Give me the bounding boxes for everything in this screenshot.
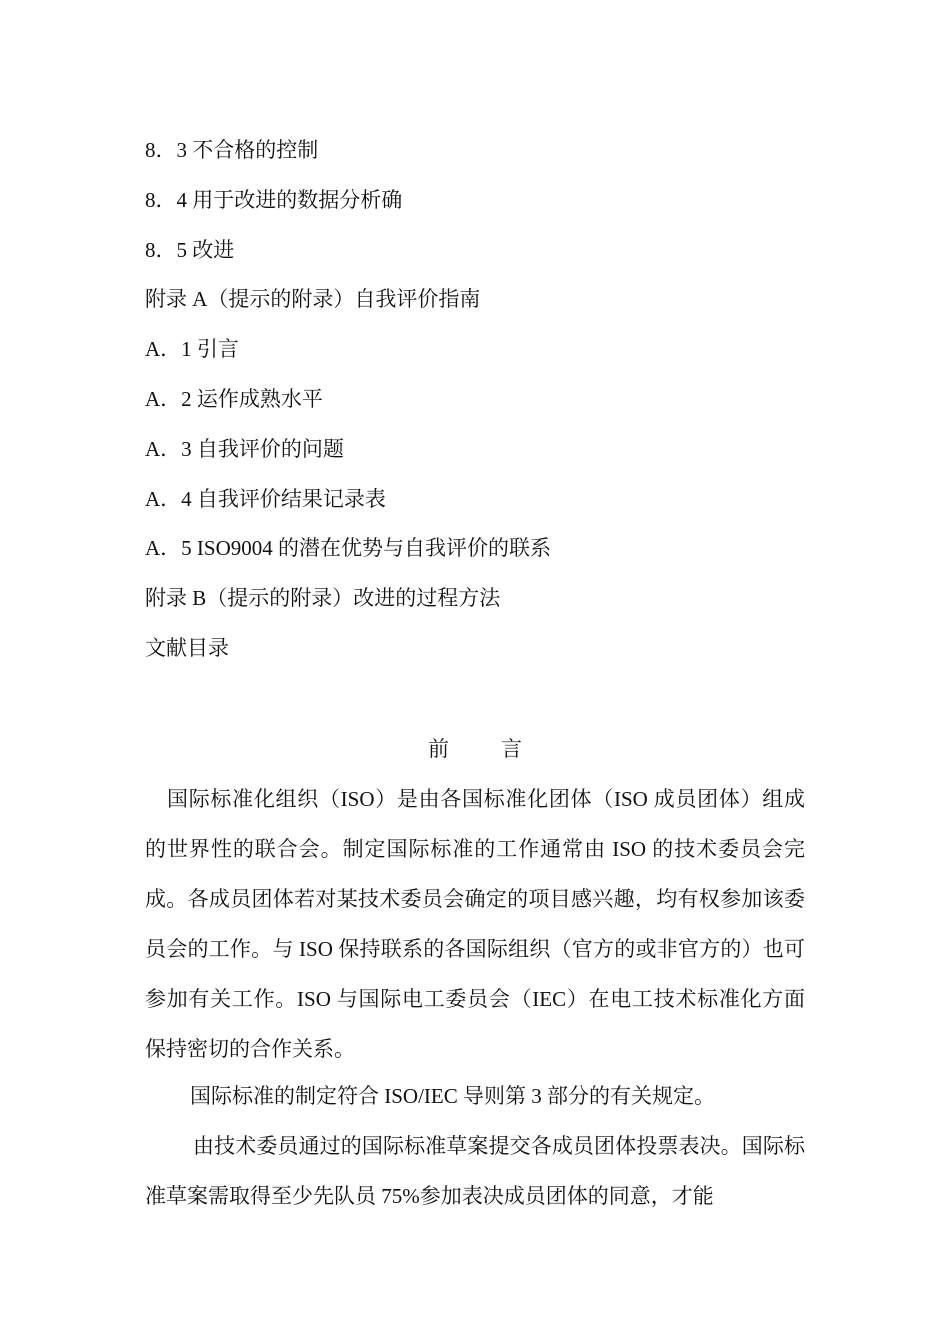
toc-item-appendix-a: 附录 A（提示的附录）自我评价指南 [145,287,481,312]
table-of-contents [145,136,805,684]
preface-paragraph-1: 国际标准化组织（ISO）是由各国标准化团体（ISO 成员团体）组成的世界性的联合会。制定国际标准的工作通常由 ISO 的技术委员会完成。各成员团体若对某技术委员会确定的项目感兴趣，均有权参加该委员会的工作。与 ISO 保持联系的各国际组织（官方的或非官方的）也可参加有关工作。ISO 与国际电工委员会（IEC）在电工技术标准化方面保持密切的合作关系。 [145,787,805,1061]
preface-paragraph-3: 由技术委员通过的国际标准草案提交各成员团体投票表决。国际标准草案需取得至少先队员 75%参加表决成员团体的同意，才能 [145,1134,805,1208]
toc-item-a-3: A．3 自我评价的问题 [145,436,344,461]
toc-item-a-2: A．2 运作成熟水平 [145,386,323,411]
toc-item-8-4: 8．4 用于改进的数据分析确 [145,187,403,212]
preface-heading-left: 前 [428,737,449,761]
toc-item-8-3: 8．3 不合格的控制 [145,138,319,162]
toc-item-a-1: A．1 引言 [145,337,239,362]
toc-item-appendix-b: 附录 B（提示的附录）改进的过程方法 [145,586,501,611]
toc-item-a-5: A．5 ISO9004 的潜在优势与自我评价的联系 [145,536,552,561]
preface-paragraph-2: 国际标准的制定符合 ISO/IEC 导则第 3 部分的有关规定。 [190,1084,715,1108]
toc-item-bibliography: 文献目录 [145,635,229,660]
toc-item-a-4: A．4 自我评价结果记录表 [145,486,386,511]
toc-item-8-5: 8．5 改进 [145,237,235,262]
preface-heading-right: 言 [501,737,522,761]
preface-heading [145,735,805,763]
